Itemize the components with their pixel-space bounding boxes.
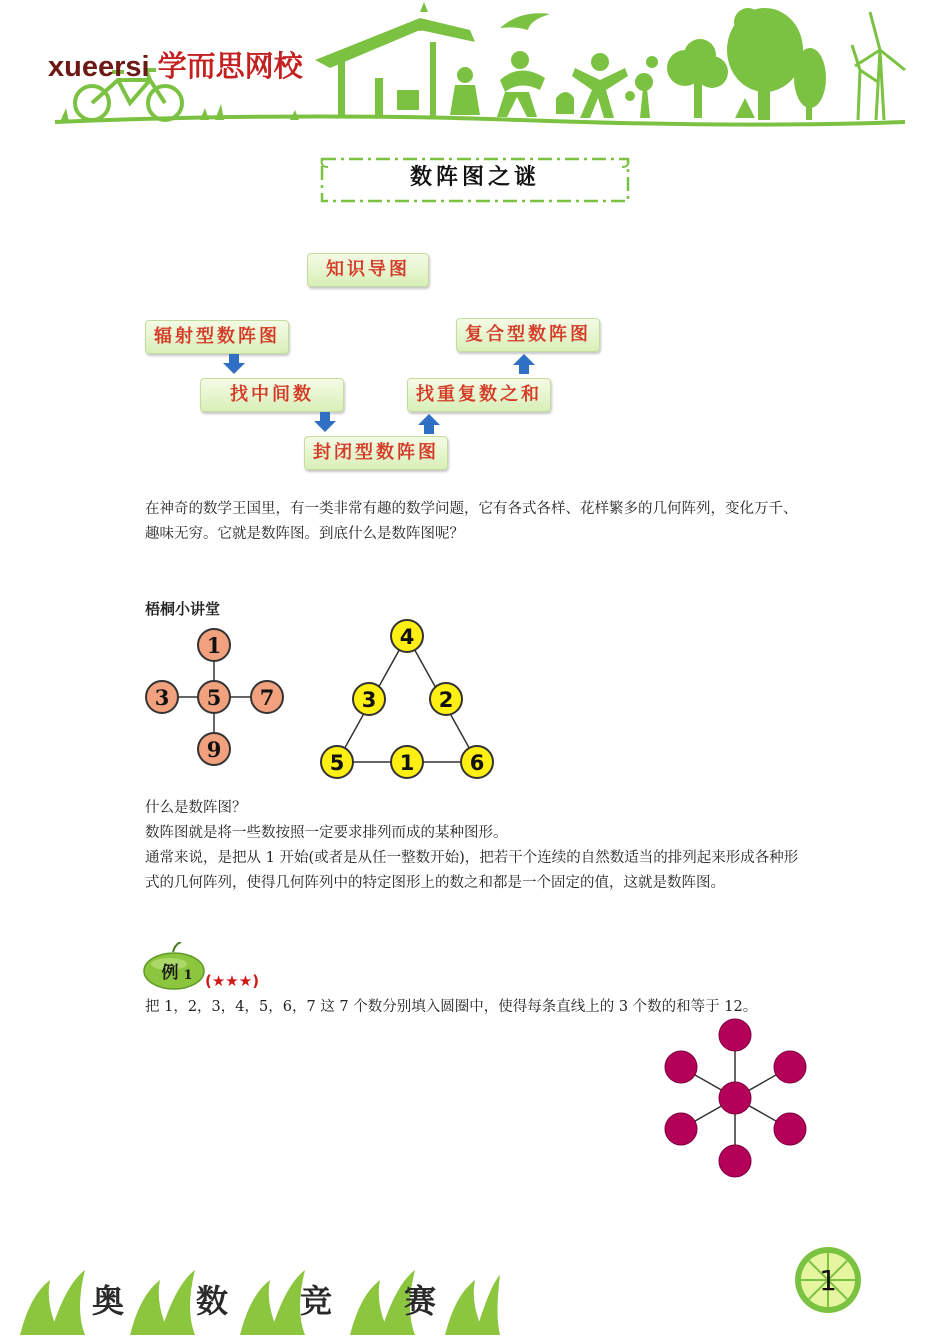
definition-question: 什么是数阵图？ — [145, 800, 247, 816]
section-label: 梧桐小讲堂 — [145, 600, 221, 618]
map-box-compound: 复合型数阵图 — [456, 318, 600, 352]
triangle-node-bottom-right: 6 — [469, 751, 485, 775]
difficulty-stars: (★★★) — [205, 972, 260, 990]
intro-text: 在神奇的数学王国里，有一类非常有趣的数学问题，它有各式各样、花样繁多的几何阵列，变化万千、趣味无穷。它就是数阵图。到底什么是数阵图呢？ — [145, 501, 798, 542]
logo-latin: xueersi — [48, 51, 150, 83]
blank-circle[interactable] — [719, 1019, 751, 1051]
cross-node-bottom: 9 — [206, 737, 222, 762]
map-box-middle: 找中间数 — [200, 378, 344, 412]
arrow-up-icon — [513, 354, 535, 374]
page-title: 数阵图之谜 — [409, 164, 540, 190]
triangle-node-mid-right: 2 — [438, 688, 454, 712]
page-number-badge — [793, 1245, 863, 1315]
arrow-down-icon — [223, 354, 245, 374]
intro-paragraph — [145, 497, 810, 547]
definition-line-1: 数阵图就是将一些数按照一定要求排列而成的某种图形。 — [145, 825, 508, 841]
example-text: 把 1，2，3，4，5，6，7 这 7 个数分别填入圆圈中，使得每条直线上的 3 个数的和等于 12。 — [145, 999, 758, 1015]
map-box-radiation: 辐射型数阵图 — [145, 320, 289, 354]
problem-star-figure — [655, 1015, 820, 1185]
blank-circle[interactable] — [774, 1113, 806, 1145]
knowledge-map-heading: 知识导图 — [307, 253, 429, 287]
blank-circle[interactable] — [774, 1051, 806, 1083]
footer-banner — [0, 1250, 520, 1340]
blank-circle-center[interactable] — [719, 1082, 751, 1114]
example-figures — [140, 618, 500, 783]
footer-char-4: 赛 — [403, 1282, 437, 1320]
definition-block — [145, 796, 810, 896]
example-badge-number: 1 — [183, 968, 193, 983]
arrow-up-icon — [418, 414, 440, 434]
example-badge — [143, 942, 207, 992]
blank-circle[interactable] — [665, 1113, 697, 1145]
map-box-closed: 封闭型数阵图 — [304, 436, 448, 470]
cross-node-right: 7 — [259, 685, 275, 710]
cross-figure — [146, 629, 283, 765]
triangle-node-top: 4 — [399, 625, 415, 649]
triangle-figure — [321, 620, 493, 778]
map-box-repeat-sum: 找重复数之和 — [407, 378, 551, 412]
definition-line-2: 通常来说，是把从 1 开始(或者是从任一整数开始)，把若干个连续的自然数适当的排列起来形成各种形式的几何阵列，使得几何阵列中的特定图形上的数之和都是一个固定的值，这就是数阵图。 — [145, 850, 799, 891]
footer-char-1: 奥 — [91, 1282, 125, 1320]
footer-char-2: 数 — [195, 1282, 229, 1320]
triangle-node-bottom-mid: 1 — [399, 751, 415, 775]
footer-char-3: 竞 — [299, 1282, 333, 1320]
example-badge-label: 例 — [161, 963, 179, 983]
triangle-node-mid-left: 3 — [361, 688, 377, 712]
triangle-node-bottom-left: 5 — [329, 751, 345, 775]
cross-node-top: 1 — [206, 633, 222, 658]
blank-circle[interactable] — [665, 1051, 697, 1083]
map-arrows — [0, 0, 950, 480]
cross-node-center: 5 — [206, 685, 222, 710]
cross-node-left: 3 — [154, 685, 170, 710]
logo-chinese: 学而思网校 — [157, 51, 303, 83]
blank-circle[interactable] — [719, 1145, 751, 1177]
page-number: 1 — [819, 1264, 837, 1297]
arrow-down-icon — [314, 412, 336, 432]
